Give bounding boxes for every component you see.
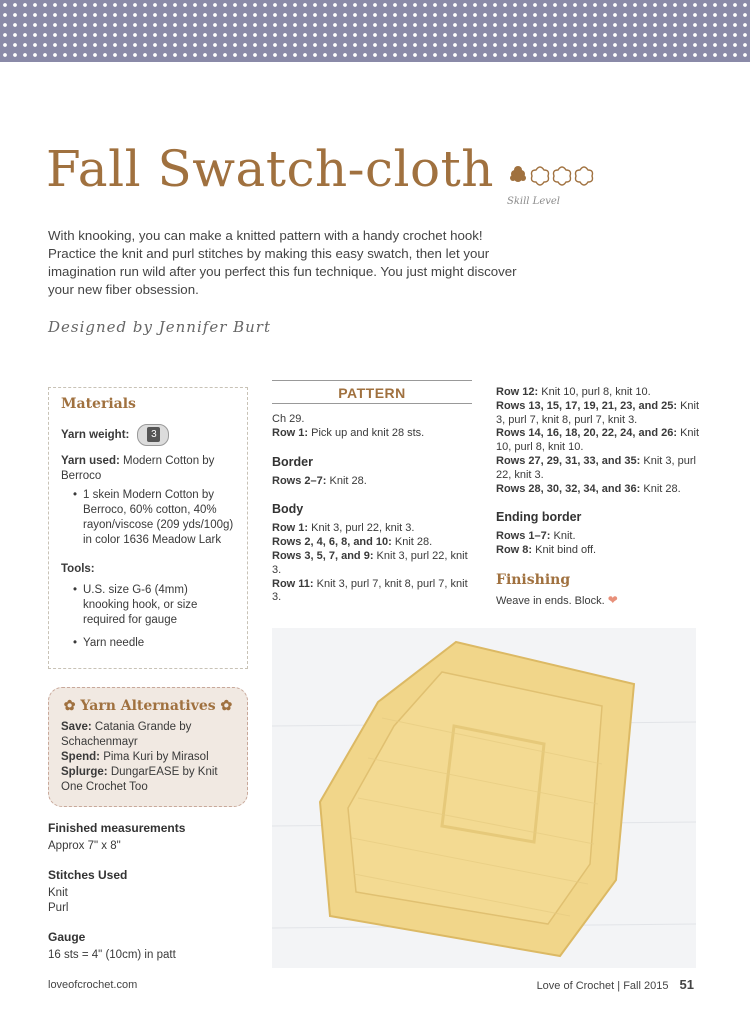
- yarn-weight-icon: [137, 424, 169, 446]
- pattern-row: Row 11: Knit 3, purl 7, knit 8, purl 7, knit 3.: [272, 577, 468, 604]
- page-number: 51: [679, 977, 694, 992]
- pattern-row: Rows 2–7: Knit 28.: [272, 474, 367, 487]
- skill-flower-filled-icon: [510, 166, 526, 182]
- body-title: Body: [272, 502, 304, 517]
- tools-list: [61, 583, 235, 651]
- pattern-row: Rows 14, 16, 18, 20, 22, 24, and 26: Knit 10, purl 8, knit 10.: [496, 427, 700, 454]
- pattern-row: Row 8: Knit bind off.: [496, 544, 597, 557]
- pattern-row: Row 12: Knit 10, purl 8, knit 10.: [496, 386, 651, 398]
- swatch-photo: [272, 628, 696, 968]
- heart-icon: ❤: [607, 592, 618, 607]
- pattern-column-2: [496, 386, 706, 609]
- finished-value: Approx 7" x 8": [48, 840, 121, 852]
- list-item: • U.S. size G-6 (4mm) knooking hook, or size required for gauge: [73, 583, 235, 628]
- gauge-value: 16 sts = 4" (10cm) in patt: [48, 949, 176, 961]
- pattern-row: Row 1: Pick up and knit 28 sts.: [272, 426, 425, 439]
- finished-label: Finished measurements: [48, 821, 186, 835]
- yarn-weight-label: Yarn weight:: [61, 428, 130, 441]
- list-item: • 1 skein Modern Cotton by Berroco, 60% cotton, 40% rayon/viscose (209 yds/100g) in color 1636 Meadow Lark: [73, 488, 235, 548]
- ending-border-title: Ending border: [496, 510, 582, 525]
- pattern-intro: Ch 29.: [272, 413, 305, 425]
- pattern-row: Rows 1–7: Knit.: [496, 530, 576, 543]
- flower-icon: ✿: [220, 698, 233, 714]
- pattern-row: Rows 13, 15, 17, 19, 21, 23, and 25: Knit 3, purl 7, knit 8, purl 7, knit 3.: [496, 399, 700, 426]
- list-item: Splurge: DungarEASE by Knit One Crochet Too: [61, 766, 218, 793]
- issue: Fall 2015: [623, 980, 669, 992]
- yarn-alternatives-title: ✿ Yarn Alternatives ✿: [63, 698, 233, 714]
- yarn-weight-value: 3: [147, 427, 160, 442]
- yarn-used-value: Modern Cotton by Berroco: [61, 455, 215, 482]
- list-item: Knit: [48, 887, 68, 899]
- pattern-row: Rows 28, 30, 32, 34, and 36: Knit 28.: [496, 482, 681, 495]
- list-item: Save: Catania Grande by Schachenmayr: [61, 721, 192, 748]
- swatch-illustration: [272, 628, 696, 968]
- finishing-title: Finishing: [496, 571, 571, 588]
- pattern-row: Row 1: Knit 3, purl 22, knit 3.: [272, 522, 415, 535]
- finished-measurements: [48, 821, 248, 854]
- stitches-used: [48, 868, 248, 916]
- footer-url: loveofcrochet.com: [48, 979, 138, 991]
- magazine-name: Love of Crochet: [536, 980, 615, 992]
- skill-flower-empty-icon: [554, 167, 571, 185]
- border-title: Border: [272, 454, 313, 469]
- pattern-column: [272, 380, 472, 605]
- yarn-used: [61, 454, 235, 484]
- materials-box: [48, 387, 248, 669]
- gauge-label: Gauge: [48, 930, 86, 944]
- finishing-text: Weave in ends. Block. ❤: [496, 592, 618, 607]
- flower-icon: ✿: [63, 698, 76, 714]
- pattern-row: Rows 27, 29, 31, 33, and 35: Knit 3, purl 22, knit 3.: [496, 454, 696, 481]
- footer-info: Love of Crochet | Fall 2015 51: [536, 977, 694, 992]
- list-item: Purl: [48, 902, 69, 914]
- skill-flower-empty-icon: [532, 167, 549, 185]
- intro-paragraph: With knooking, you can make a knitted pattern with a handy crochet hook! Practice the knit and purl stitches by making this easy swatch, then let your imagination run wild after you perfect this fun technique. You just might discover your new fiber obsession.: [48, 228, 517, 297]
- page-title: Fall Swatch-cloth: [46, 140, 494, 198]
- yarn-used-label: Yarn used:: [61, 455, 120, 467]
- list-item: • Yarn needle: [73, 636, 235, 651]
- yarn-list: [61, 488, 235, 548]
- list-item: Spend: Pima Kuri by Mirasol: [61, 751, 209, 763]
- tools-label: Tools:: [61, 563, 95, 575]
- stitches-label: Stitches Used: [48, 868, 128, 882]
- skill-level-label: Skill Level: [507, 196, 561, 207]
- designer-credit: Designed by Jennifer Burt: [48, 318, 272, 336]
- gauge: [48, 930, 248, 963]
- polka-dot-banner: [0, 0, 750, 62]
- yarn-alternatives-box: [48, 687, 248, 807]
- pattern-row: Rows 2, 4, 6, 8, and 10: Knit 28.: [272, 536, 433, 549]
- skill-flower-empty-icon: [576, 167, 593, 185]
- pattern-title: PATTERN: [272, 380, 472, 404]
- pattern-row: Rows 3, 5, 7, and 9: Knit 3, purl 22, knit 3.: [272, 549, 468, 576]
- materials-title: Materials: [61, 396, 136, 412]
